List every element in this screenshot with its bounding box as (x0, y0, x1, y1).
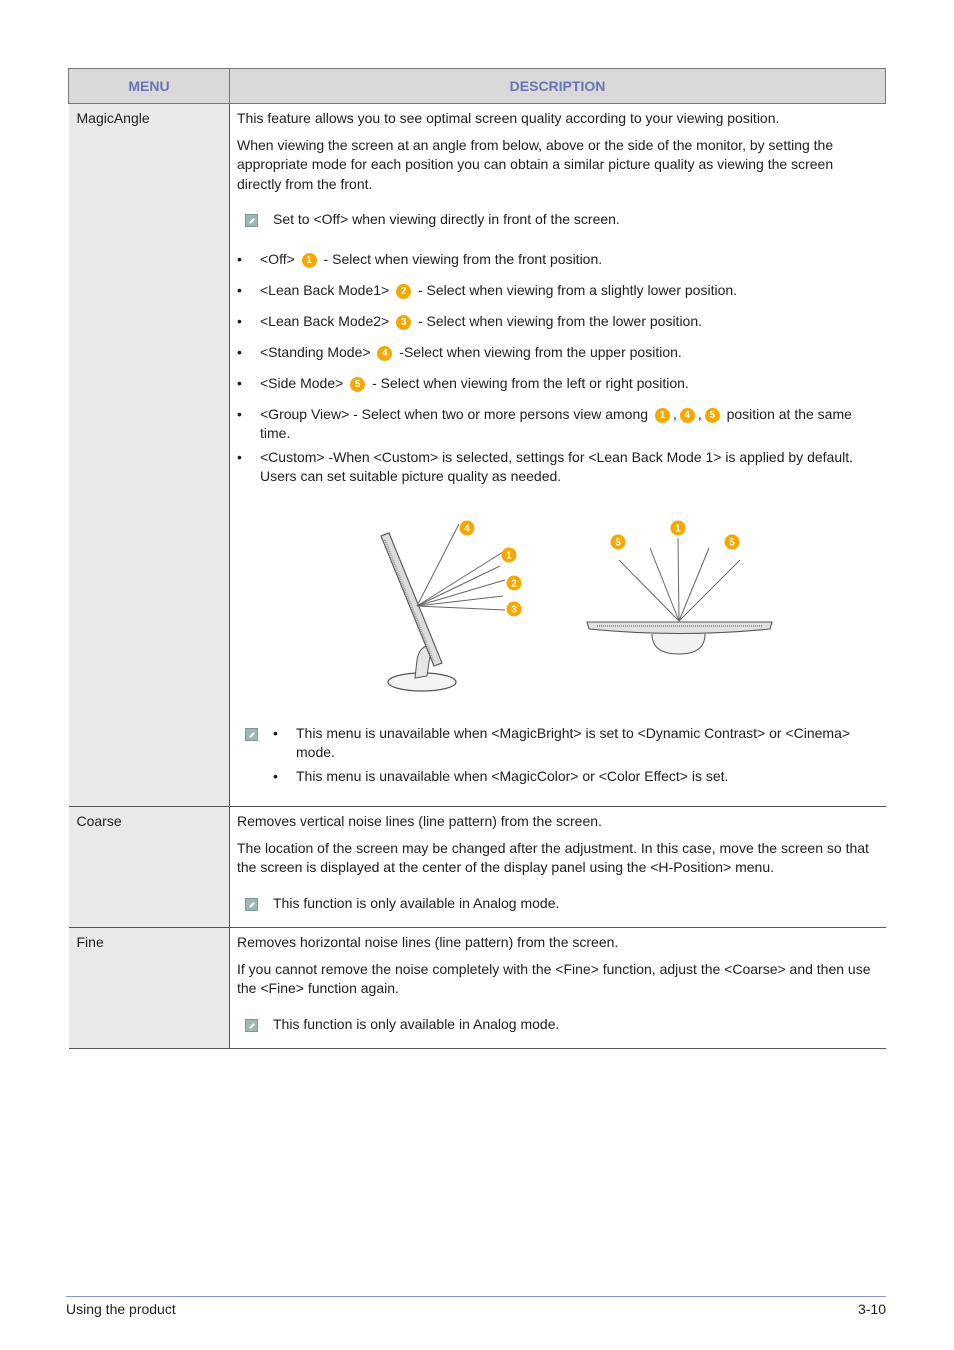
mode-description: position at the same time. (260, 405, 852, 441)
figure-label: 1 (675, 523, 681, 534)
note-text: This function is only available in Analog mode. (273, 894, 560, 911)
menu-column-header: MENU (69, 69, 230, 104)
paragraph: Removes vertical noise lines (line pattern) from the screen. (237, 813, 602, 829)
paragraph: If you cannot remove the noise completely with the <Fine> function, adjust the <Coarse> and then use the <Fine> function again. (237, 960, 871, 996)
note-icon (245, 214, 258, 227)
number-badge: 4 (377, 346, 392, 361)
description-column-header: DESCRIPTION (230, 69, 886, 104)
note-icon (245, 728, 258, 741)
note-item: • This menu is unavailable when <MagicColor> or <Color Effect> is set. (273, 767, 879, 787)
list-item (237, 374, 879, 394)
paragraph: When viewing the screen at an angle from below, above or the side of the monitor, by setting the appropriate mode for each position you can obtain a similar picture quality as viewing the screen directly from the front. (237, 136, 834, 192)
note-text: Set to <Off> when viewing directly in front of the screen. (273, 211, 620, 227)
list-item (237, 448, 879, 487)
number-badge: 5 (705, 408, 720, 423)
list-item (237, 281, 879, 301)
description-cell (230, 928, 886, 1049)
figure-label: 5 (729, 537, 735, 548)
paragraph: Removes horizontal noise lines (line pattern) from the screen. (237, 934, 619, 950)
viewing-angle-figure (237, 520, 879, 700)
mode-description: -Select when viewing from the upper position. (395, 343, 682, 360)
number-badge: 1 (302, 253, 317, 268)
list-item: • <Group View> - Select when two or more persons view among 1 , 4 , 5 position at the same time. (237, 405, 879, 444)
figure-label: 3 (511, 604, 517, 615)
mode-label: <Off> (260, 250, 295, 267)
figure-label: 1 (506, 550, 512, 561)
note-text: This function is only available in Analog mode. (273, 1015, 560, 1032)
page-number: 3-10 (857, 1301, 886, 1317)
number-badge: 1 (655, 408, 670, 423)
list-item (237, 312, 879, 332)
footer-divider (66, 1296, 886, 1297)
mode-description: - Select when viewing from a slightly lower position. (414, 281, 738, 298)
mode-description: <Custom> -When <Custom> is selected, settings for <Lean Back Mode 1> is applied by default. Users can set suitable picture quality as needed. (260, 448, 853, 484)
mode-label: <Lean Back Mode2> (260, 312, 390, 329)
monitor-side-view (381, 520, 522, 691)
paragraph: The location of the screen may be changed after the adjustment. In this case, move the screen so that the screen is displayed at the center of the display panel using the <H-Position> menu. (237, 839, 869, 875)
paragraph: This feature allows you to see optimal screen quality according to your viewing position. (237, 110, 780, 126)
list-item (237, 343, 879, 363)
number-badge: 4 (680, 408, 695, 423)
mode-list (237, 250, 879, 487)
description-cell (230, 104, 886, 807)
note (245, 1015, 879, 1035)
figure-label: 5 (615, 537, 621, 548)
figure-label: 4 (464, 523, 470, 534)
number-badge: 3 (396, 315, 411, 330)
note (245, 210, 879, 230)
mode-label: <Standing Mode> (260, 343, 371, 360)
note (245, 894, 879, 914)
menu-name: Fine (69, 928, 230, 1049)
footer-section-title: Using the product (66, 1301, 176, 1317)
menu-name: Coarse (69, 807, 230, 928)
note-icon (245, 898, 258, 911)
table-row-fine (69, 928, 886, 1049)
settings-table (68, 68, 886, 1049)
description-cell (230, 807, 886, 928)
viewing-angle-illustration (237, 520, 877, 700)
mode-description: - Select when viewing from the front position. (319, 250, 603, 267)
table-row-coarse (69, 807, 886, 928)
note (245, 724, 879, 791)
number-badge: 2 (396, 284, 411, 299)
mode-description: - Select when viewing from the lower position. (414, 312, 703, 329)
note-icon (245, 1019, 258, 1032)
mode-label: <Side Mode> (260, 374, 344, 391)
table-row-magicangle (69, 104, 886, 807)
mode-label: <Group View> - Select when two or more persons view among (260, 405, 652, 422)
mode-description: - Select when viewing from the left or right position. (368, 374, 689, 391)
mode-label: <Lean Back Mode1> (260, 281, 390, 298)
number-badge: 5 (350, 377, 365, 392)
list-item (237, 250, 879, 270)
menu-name: MagicAngle (69, 104, 230, 807)
figure-label: 2 (511, 578, 517, 589)
monitor-top-view (587, 520, 772, 654)
note-item: • This menu is unavailable when <MagicBright> is set to <Dynamic Contrast> or <Cinema> mode. (273, 724, 879, 763)
